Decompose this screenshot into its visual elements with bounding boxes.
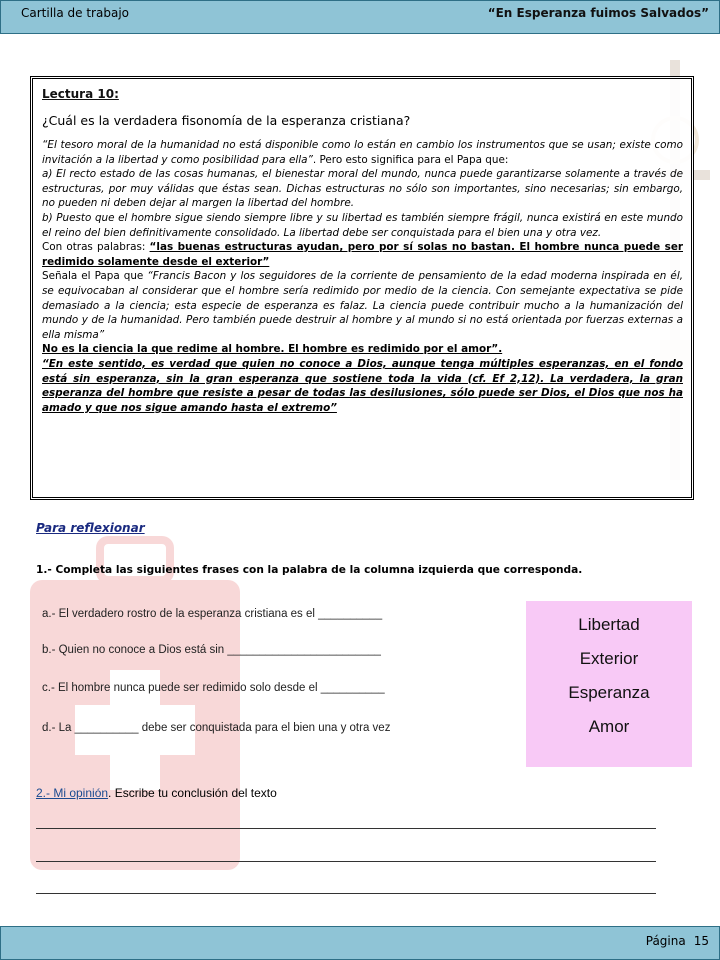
paragraph-5-intro: Señala el Papa que bbox=[42, 270, 148, 283]
answer-line-3[interactable] bbox=[36, 893, 656, 894]
opinion-prompt bbox=[36, 786, 277, 800]
reading-paragraph-2: a) El recto estado de las cosas humanas, el bienestar moral del mundo, nunca puede garantizarse solamente a través de estructuras, por muy válidas que éstas sean. Dichas estructuras no sólo son importantes, sino necesarias; sin embargo, no pueden ni deben dejar al margen la libertad del hombre. bbox=[42, 168, 683, 210]
reading-heading: Lectura 10: bbox=[42, 87, 119, 101]
exercise-instruction: 1.- Completa las siguientes frases con la palabra de la columna izquierda que corresponda. bbox=[36, 564, 583, 576]
page-number: 15 bbox=[693, 934, 709, 948]
reading-paragraph-4 bbox=[42, 240, 683, 269]
quote-bacon: “Francis Bacon y los seguidores de la corriente de pensamiento de la edad moderna inspirada en él, se equivocaban al considerar que el hombre sería redimido por medio de la ciencia. Con semejante expectativa se pide demasiado a la ciencia; esta especie de esperanza es falaz. La ciencia puede contribuir mucho a la humanización del mundo y de la humanidad. Pero también puede destruir al hombre y al mundo si no está orientada por fuerzas externas a ella misma” bbox=[42, 270, 684, 341]
page-header bbox=[0, 0, 720, 34]
word-exterior: Exterior bbox=[579, 649, 639, 668]
sentence-c[interactable]: c.- El hombre nunca puede ser redimido solo desde el __________ bbox=[42, 682, 385, 694]
reading-paragraph-6: No es la ciencia la que redime al hombre. El hombre es redimido por el amor”. bbox=[42, 343, 503, 356]
paragraph-4-intro: Con otras palabras: bbox=[42, 241, 150, 254]
word-bank bbox=[526, 601, 692, 767]
reading-paragraph-7: “En este sentido, es verdad que quien no conoce a Dios, aunque tenga múltiples esperanzas, en el fondo está sin esperanza, sin la gran esperanza que sostiene toda la vida (cf. Ef 2,12). La verdadera, la gran esperanza del hombre que resiste a pesar de todas las desilusiones, sólo puede ser Dios, el Dios que nos ha amado y que nos sigue amando hasta el extremo” bbox=[42, 357, 683, 414]
reading-body bbox=[42, 138, 683, 415]
reading-paragraph-5 bbox=[42, 269, 683, 342]
word-esperanza: Esperanza bbox=[568, 683, 650, 702]
answer-line-1[interactable] bbox=[36, 828, 656, 829]
header-left-text: Cartilla de trabajo bbox=[21, 6, 129, 20]
sentence-d[interactable]: d.- La __________ debe ser conquistada para el bien una y otra vez bbox=[42, 722, 391, 734]
word-libertad: Libertad bbox=[578, 615, 640, 634]
sentence-b[interactable]: b.- Quien no conoce a Dios está sin ________________________ bbox=[42, 644, 381, 656]
opinion-label: 2.- Mi opinión bbox=[36, 786, 109, 800]
reading-paragraph-1 bbox=[42, 138, 683, 167]
quote-moral-treasure: “El tesoro moral de la humanidad no está disponible como lo están en cambio los instrumentos que se usan; existe como invitación a la libertad y como posibilidad para ella” bbox=[42, 139, 683, 166]
answer-line-2[interactable] bbox=[36, 861, 656, 862]
page-label: Página bbox=[645, 934, 686, 948]
paragraph-1-rest: . Pero esto significa para el Papa que: bbox=[312, 153, 509, 166]
page-footer bbox=[0, 926, 720, 960]
reflect-heading: Para reflexionar bbox=[36, 521, 145, 535]
reading-question: ¿Cuál es la verdadera fisonomía de la esperanza cristiana? bbox=[42, 113, 411, 128]
opinion-text: . Escribe tu conclusión del texto bbox=[108, 786, 277, 800]
reading-box bbox=[30, 76, 694, 500]
sentence-a[interactable]: a.- El verdadero rostro de la esperanza cristiana es el __________ bbox=[42, 608, 383, 620]
header-title: “En Esperanza fuimos Salvados” bbox=[487, 6, 709, 20]
word-amor: Amor bbox=[588, 717, 630, 736]
quote-structures: “las buenas estructuras ayudan, pero por sí solas no bastan. El hombre nunca puede ser redimido solamente desde el exterior” bbox=[42, 241, 683, 268]
reading-paragraph-3: b) Puesto que el hombre sigue siendo siempre libre y su libertad es también siempre frágil, nunca existirá en este mundo el reino del bien definitivamente consolidado. La libertad debe ser conquistada para el bien una y otra vez. bbox=[42, 211, 683, 239]
